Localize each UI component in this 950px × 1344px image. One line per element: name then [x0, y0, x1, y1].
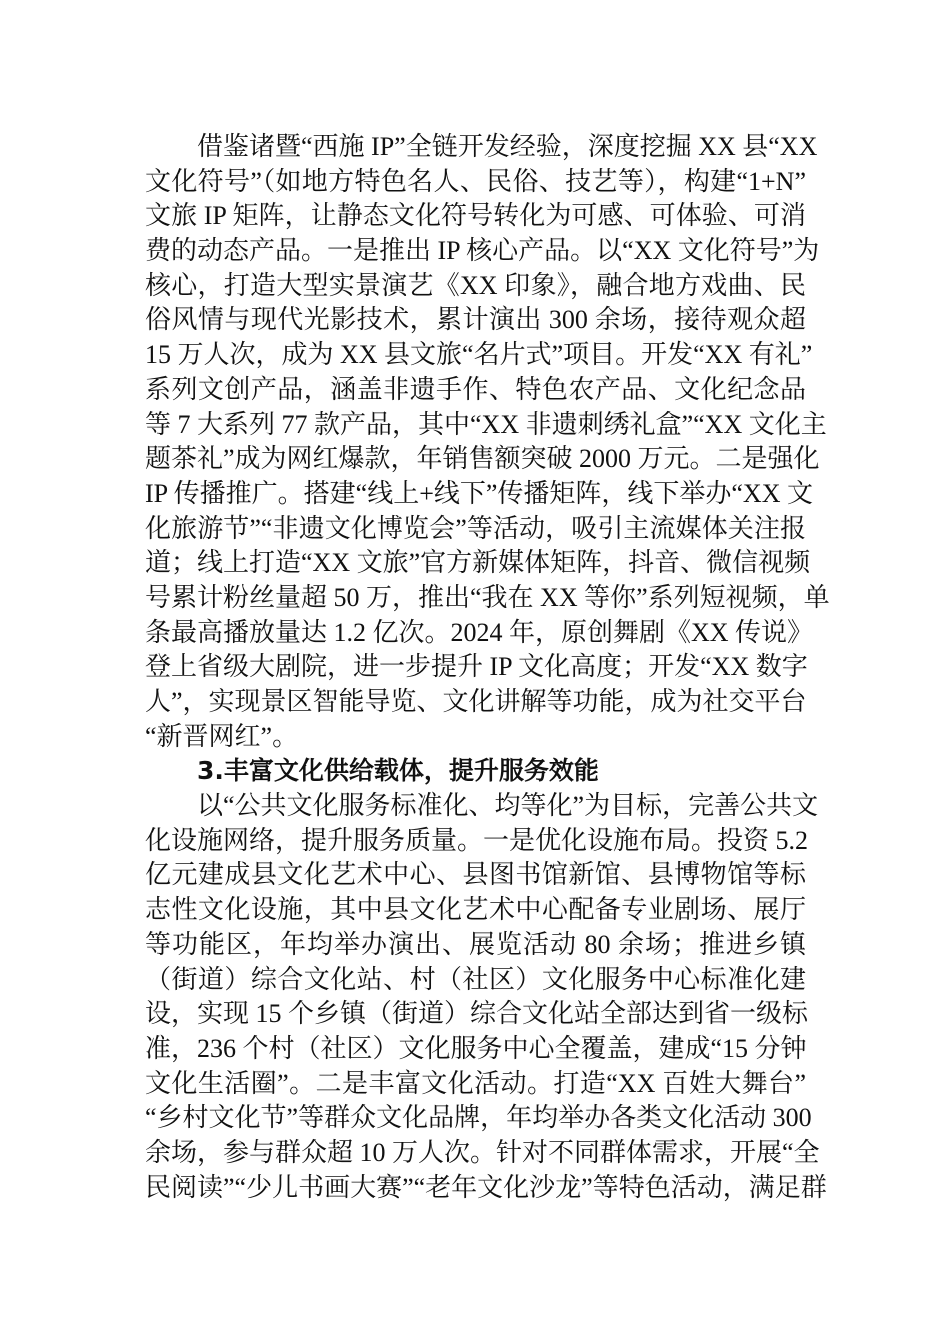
text-line: 核心，打造大型实景演艺《XX 印象》，融合地方戏曲、民 — [145, 270, 806, 300]
document-page — [145, 130, 830, 1205]
text-line: 登上省级大剧院，进一步提升 IP 文化高度；开发“XX 数字 — [145, 652, 808, 682]
text-line: “新晋网红”。 — [145, 721, 299, 751]
text-line: 等 7 大系列 77 款产品，其中“XX 非遗刺绣礼盒”“XX 文化主 — [145, 409, 827, 439]
text-line: 设，实现 15 个乡镇（街道）综合文化站全部达到省一级标 — [145, 999, 809, 1029]
text-line: 15 万人次，成为 XX 县文旅“名片式”项目。开发“XX 有礼” — [145, 340, 813, 370]
text-line: 号累计粉丝量超 50 万，推出“我在 XX 等你”系列短视频，单 — [145, 582, 830, 612]
text-line: 志性文化设施，其中县文化艺术中心配备专业剧场、展厅 — [145, 895, 806, 925]
paragraph-public-culture — [145, 789, 827, 1205]
text-line: （街道）综合文化站、村（社区）文化服务中心标准化建 — [145, 964, 806, 994]
text-line: 费的动态产品。一是推出 IP 核心产品。以“XX 文化符号”为 — [145, 236, 820, 266]
text-line: 条最高播放量达 1.2 亿次。2024 年，原创舞剧《XX 传说》 — [145, 617, 814, 647]
text-line: 以“公共文化服务标准化、均等化”为目标，完善公共文 — [197, 791, 819, 821]
text-line: 文旅 IP 矩阵，让静态文化符号转化为可感、可体验、可消 — [145, 201, 806, 231]
text-line: 余场，参与群众超 10 万人次。针对不同群体需求，开展“全 — [145, 1137, 820, 1167]
text-line: 民阅读”“少儿书画大赛”“老年文化沙龙”等特色活动，满足群 — [145, 1172, 827, 1202]
text-line: 文化生活圈”。二是丰富文化活动。打造“XX 百姓大舞台” — [145, 1068, 806, 1098]
text-line: 人”，实现景区智能导览、文化讲解等功能，成为社交平台 — [145, 687, 807, 716]
section-heading: 3.丰富文化供给载体，提升服务效能 — [197, 756, 599, 786]
text-line: 等功能区，年均举办演出、展览活动 80 余场；推进乡镇 — [145, 929, 806, 959]
text-line: 俗风情与现代光影技术，累计演出 300 余场，接待观众超 — [145, 305, 806, 335]
text-line: 道；线上打造“XX 文旅”官方新媒体矩阵，抖音、微信视频 — [145, 548, 811, 578]
text-line: 亿元建成县文化艺术中心、县图书馆新馆、县博物馆等标 — [145, 860, 806, 890]
text-line: 准，236 个村（社区）文化服务中心全覆盖，建成“15 分钟 — [145, 1033, 807, 1063]
text-line: 化旅游节”“非遗文化博览会”等活动，吸引主流媒体关注报 — [145, 513, 806, 543]
paragraph-ip-development — [145, 130, 830, 754]
text-line: 文化符号”（如地方特色名人、民俗、技艺等），构建“1+N” — [145, 166, 806, 196]
text-line: IP 传播推广。搭建“线上+线下”传播矩阵，线下举办“XX 文 — [145, 478, 813, 508]
text-line: 借鉴诸暨“西施 IP”全链开发经验，深度挖掘 XX 县“XX — [197, 132, 818, 161]
text-line: “乡村文化节”等群众文化品牌，年均举办各类文化活动 300 — [145, 1103, 812, 1133]
text-line: 题茶礼”成为网红爆款，年销售额突破 2000 万元。二是强化 — [145, 444, 820, 474]
text-line: 化设施网络，提升服务质量。一是优化设施布局。投资 5.2 — [145, 825, 809, 855]
text-line: 系列文创产品，涵盖非遗手作、特色农产品、文化纪念品 — [145, 374, 806, 404]
